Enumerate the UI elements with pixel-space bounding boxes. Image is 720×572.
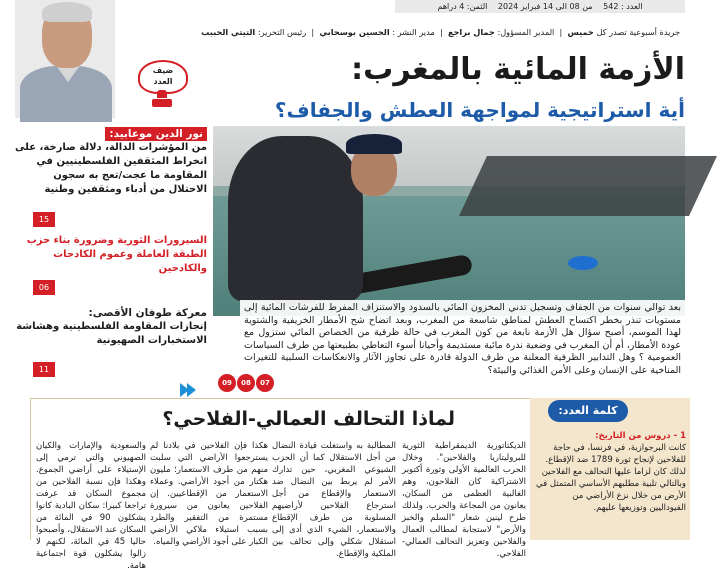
teaser-1-page: 15 — [33, 212, 55, 227]
teaser-3-body: إنجازات المقاومة الفلسطينية وهشاشة الاستخبارات الصهيونية — [16, 321, 207, 346]
editorial-column-1: الديكتاتورية الديمقراطية الثورية للبروليتاريا والفلاحين". وخلال الحرب العالمية الأولى وثورة أكتوبر الاشتراكية كان الفلاحون، وهم الغالبية العظمى من السكان، يعانون من المجاعة والحرب. ولذلك طرح لينين شعار "السلم والخبز والأرض" لاستجابة لمطالب العمال والفلاحين وتعزيز التحالف العمالي-الفلاحي. — [402, 441, 526, 559]
editorial-title: لماذا التحالف العمالي-الفلاحي؟ — [162, 408, 455, 430]
teaser-1-heading: نور الدين موعابيد: — [105, 127, 207, 141]
teaser-3-heading: معركة طوفان الأقصى: — [88, 307, 207, 319]
guest-badge — [134, 60, 192, 110]
issue-date: من 08 الى 14 فبراير 2024 — [497, 2, 593, 11]
guest-badge-text-1: ضيف — [152, 66, 174, 75]
publication-frequency: جريدة أسبوعية تصدر كل — [596, 27, 680, 37]
teaser-1[interactable] — [15, 122, 207, 197]
teaser-2-page: 06 — [33, 280, 55, 295]
guest-portrait — [15, 0, 115, 118]
director-label: المدير المسؤول: — [497, 27, 555, 37]
editor-label: رئيس التحرير: — [257, 27, 307, 37]
publication-day: خميس — [567, 27, 594, 37]
page-dot-08[interactable]: 08 — [237, 374, 255, 392]
lead-paragraph: بعد توالي سنوات من الجفاف وتسجيل تدني المخزون المائي بالسدود والاستنزاف المفرط للفرشات المائية إلى مستويات تنذر بخطر اكتساح العطش لمناطق شاسعة من المغرب، وبعد اتضاح شح الأمطار الخريفية والشتوية لهذا الموسم، أصبح سؤال هل الأزمة نابعة من كون المغرب في حالة ظرفية من الخصاص المائي ستزول مع عودة الأمطار، أم أن المغرب في وضعية ندرة مائية مستديمة وأحيانا أسوء التعاطي بطبيعتها من طرف السياسات العمومية ؟ وهل التدابير الظرفية المعلنة من طرف الدولة قادرة على تجاوز الآثار والانعكاسات السلبية للتغيرات المناخية على الإنسان وعلى الأمن الغذائي والبيئة؟ — [240, 300, 685, 388]
editorial-subheading: 1 - دروس من التاريخ: — [595, 431, 686, 441]
editorial-column-2: المطالبة به واستغلت قيادة النضال من أجل الاستقلال كما أن الحزب الشيوعي المغربي، حين تدارك الأمر لم يربط بين النضال ضد الاستعمار والإقطاع من أجل استرجاع الفلاحين لأراضيهم المسلوبة من طرف الإقطاع والاستعمار، الشيء الذي أدى إلى استقلال شكلي وإلى تحالف بين الملكية والإقطاع. — [272, 441, 396, 559]
teaser-2[interactable] — [15, 234, 207, 276]
publisher-label: مدير النشر : — [392, 27, 435, 37]
main-subheadline: أية استراتيجية لمواجهة العطش والجفاف؟ — [274, 98, 685, 122]
issue-number: العدد : 542 — [603, 2, 643, 11]
editorial-text — [536, 430, 686, 538]
stamp-icon — [152, 90, 172, 108]
teaser-1-body: من المؤشرات الدالة، دلالة صارخة، على انخراط المثقفين الفلسطينيين في المقاومة ما عجت/تعج به سجون الاحتلال من أدباء ومثقفين وطنية — [15, 142, 207, 195]
page-dot-09[interactable]: 09 — [218, 374, 236, 392]
editorial-column-4: والسعودية والإمارات والكيان الصهيوني والتي ترمي إلى الإستيلاء على أراضي الجموع. وهكذا فإن نسبة الفلاحين من مجموع السكان قد عرفت تراجعا كبيرا: سكان البادية كانوا يشكلون 90 في المائة من السكان عند الاستقلال، وأصبحوا حاليا 45 في المائة، لكنهم لا زالوا يشكلون قوة اجتماعية هامة. — [36, 441, 147, 571]
editorial-paragraph: كانت البرجوازية، في فرنسا، في حاجة للفلاحين لإنجاح ثورة 1789 ضد الإقطاع. لذلك كان لزاما عليها التحالف مع الفلاحين وبالتالي تلبية مطلبهم الأساسي المتمثل في الأرض من خلال نزع الأراضي من الفيوداليين وتوزيعها عليهم. — [536, 443, 686, 513]
main-photo — [213, 126, 685, 301]
issue-meta-bar — [395, 0, 685, 13]
editor-name: التيتي الحبيب — [201, 27, 256, 37]
issue-price: الثمن: 4 دراهم — [437, 2, 488, 11]
editorial-badge: كلمة العدد: — [548, 400, 628, 422]
teaser-2-body: السيرورات الثورية وضرورة بناء حزب الطبقة العاملة وعموم الكادحات والكادحين — [26, 235, 207, 274]
guest-badge-text-2: العدد — [153, 77, 173, 86]
page-dot-07[interactable]: 07 — [256, 374, 274, 392]
teaser-3-page: 11 — [33, 362, 55, 377]
main-headline: الأزمة المائية بالمغرب: — [351, 52, 685, 87]
editorial-column-3: هكذا فإن الفلاحين في بلادنا لم يسترجعوا الأراضي التي سلبت منهم من طرف الاستعمار؛ مليون هكتار من أجود الأراضي. وعملاء الاستعمار من الإقطاعيين. إن الفلاحين يعانون من سيرورة مستمرة من التفقير والطرد بسبب استيلاء ملاكي الأراضي الكبار على أجود الأراضي والمياه. — [150, 441, 268, 547]
teaser-3[interactable] — [15, 306, 207, 348]
publisher-name: الحسين بوسحابي — [319, 27, 390, 37]
director-name: جمال براجع — [447, 27, 495, 37]
left-teaser-column — [15, 120, 207, 380]
credits-line: جريدة أسبوعية تصدر كل خميس | المدير المسؤول: جمال براجع | مدير النشر : الحسين بوسحابي | رئيس التحرير: التيتي الحبيب — [201, 27, 680, 37]
